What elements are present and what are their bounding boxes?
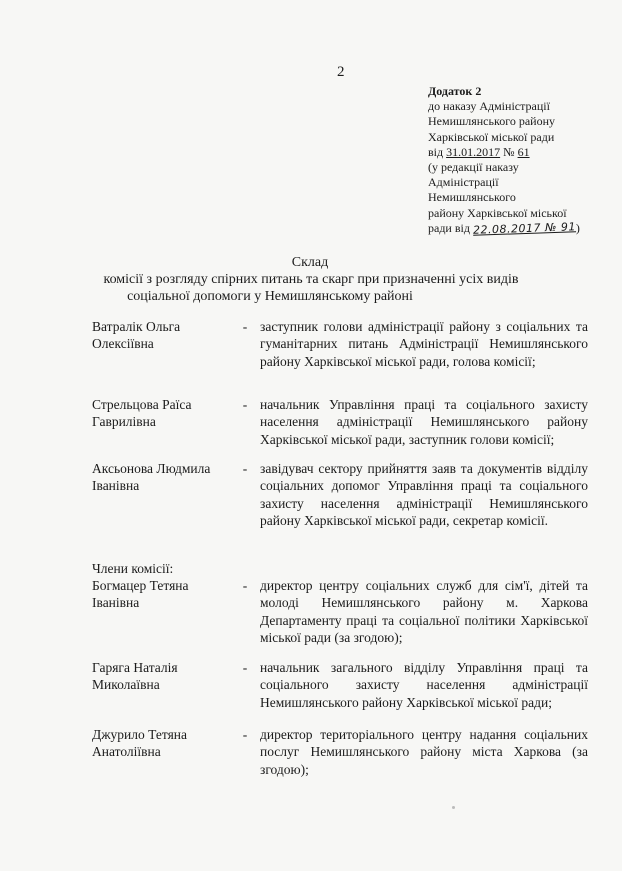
heading-subtitle: комісії з розгляду спірних питань та скарг при призначенні усіх видів xyxy=(103,272,519,287)
member-dash: - xyxy=(242,660,248,675)
amend-line: (у редакції наказу xyxy=(428,160,519,175)
appendix-date: 31.01.2017 xyxy=(446,144,501,159)
amend-line: району Харківської міської xyxy=(428,205,567,220)
amend-line: Адміністрації xyxy=(428,175,499,190)
member-name: Джурило Тетяна Анатоліївна xyxy=(92,727,187,760)
member-role: начальник Управління праці та соціального захисту населення адміністрації Немишлянського району Харківської міської ради, заступник голови комісії; xyxy=(260,397,588,447)
member-dash: - xyxy=(242,319,248,334)
scan-speck xyxy=(452,806,455,809)
member-dash: - xyxy=(242,461,248,476)
appendix-date-line xyxy=(428,145,608,160)
appendix-block xyxy=(428,84,608,236)
appendix-title: Додаток 2 xyxy=(428,84,482,98)
member-name: Богмацер Тетяна Іванівна xyxy=(92,578,189,611)
appendix-line: до наказу Адміністрації xyxy=(428,99,550,114)
member-dash: - xyxy=(242,397,248,412)
appendix-line: Немишлянського району xyxy=(428,114,555,129)
member-dash: - xyxy=(242,578,248,593)
members-label: Члени комісії: xyxy=(92,561,174,576)
member-dash: - xyxy=(242,727,248,742)
member-role: завідувач сектору прийняття заяв та документів відділу соціальних допомог Управління праці та соціального захисту населення адміністрації Немишлянського району Харківської міської ради, секретар комісії. xyxy=(260,461,588,529)
amend-line: Немишлянського xyxy=(428,190,516,205)
amend-close: ) xyxy=(575,220,580,235)
member-name: Гаряга Наталія Миколаївна xyxy=(92,660,178,693)
member-role: директор центру соціальних служб для сім'ї, дітей та молоді Немишлянського району м. Харкова Департаменту праці та соціальної політики Харківської міської ради (за згодою); xyxy=(260,578,588,646)
handwritten-date: 22.08.2017 № 91 xyxy=(472,220,577,237)
date-prefix: від xyxy=(428,144,444,159)
amend-line: ради від xyxy=(428,220,470,235)
appendix-line: Харківської міської ради xyxy=(428,129,555,144)
member-role: начальник загального відділу Управління праці та соціального захисту населення адміністрації Немишлянського району Харківської міської ради; xyxy=(260,660,588,710)
heading-title: Склад xyxy=(291,255,329,270)
heading-subtitle: соціальної допомоги у Немишлянському районі xyxy=(127,289,413,304)
member-role: заступник голови адміністрації району з соціальних та гуманітарних питань Адміністрації Немишлянського району Харківської міської ради, голова комісії; xyxy=(260,319,588,369)
member-role: директор територіального центру надання соціальних послуг Немишлянського району міста Харкова (за згодою); xyxy=(260,727,588,777)
member-name: Аксьонова Людмила Іванівна xyxy=(92,461,211,494)
member-name: Стрельцова Раїса Гаврилівна xyxy=(92,397,192,430)
appendix-number: 61 xyxy=(517,144,530,159)
number-prefix: № xyxy=(503,144,515,159)
page-number: 2 xyxy=(337,64,345,80)
member-name: Ватралік Ольга Олексіївна xyxy=(92,319,181,352)
amend-date-line xyxy=(428,221,608,236)
